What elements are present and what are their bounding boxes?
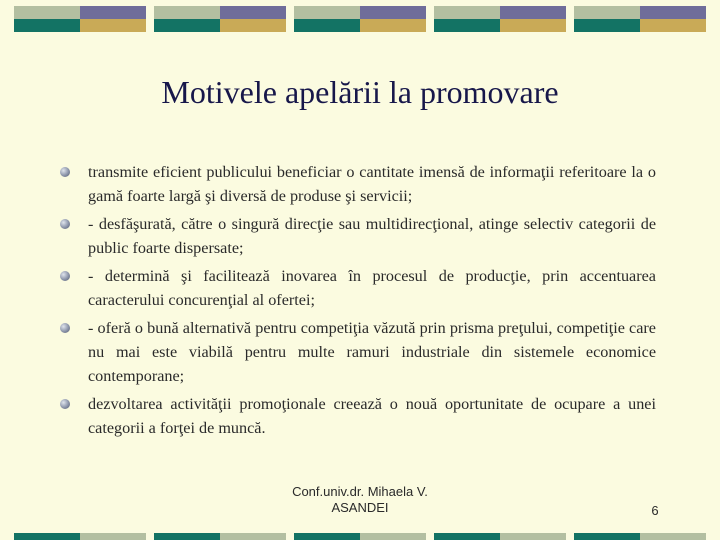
- bottom-decorative-band: [14, 533, 706, 540]
- bullet-item: [60, 392, 656, 440]
- band-block: [154, 6, 286, 32]
- band-block: [154, 533, 286, 540]
- band-block: [14, 533, 146, 540]
- bullet-text: - desfăşurată, către o singură direcţie sau multidirecţional, atinge selectiv categorii de public foarte dispersate;: [88, 215, 656, 257]
- slide-title: Motivele apelării la promovare: [161, 74, 559, 110]
- band-block: [14, 6, 146, 32]
- footer-author-line1: Conf.univ.dr. Mihaela V.: [292, 484, 428, 499]
- bullet-text: - determină şi facilitează inovarea în procesul de producţie, prin accentuarea caracterului concurenţial al ofertei;: [88, 267, 656, 309]
- bullet-text: dezvoltarea activităţii promoţionale creează o nouă oportunitate de ocupare a unei categorii a forţei de muncă.: [88, 395, 656, 437]
- bullet-icon: [60, 167, 70, 177]
- band-block: [574, 6, 706, 32]
- band-block: [434, 6, 566, 32]
- bullet-text: transmite eficient publicului beneficiar o cantitate imensă de informaţii referitoare la o gamă foarte largă şi diversă de produse şi servicii;: [88, 163, 656, 205]
- footer-author-line2: ASANDEI: [331, 500, 389, 515]
- page-number: 6: [651, 503, 659, 518]
- bullet-icon: [60, 399, 70, 409]
- top-decorative-band: [14, 6, 706, 32]
- band-block: [574, 533, 706, 540]
- band-block: [434, 533, 566, 540]
- bullet-icon: [60, 219, 70, 229]
- bullet-item: [60, 160, 656, 208]
- bullet-icon: [60, 271, 70, 281]
- bullet-item: [60, 316, 656, 388]
- bullet-list: [60, 160, 656, 444]
- band-block: [294, 6, 426, 32]
- band-block: [294, 533, 426, 540]
- bullet-text: - oferă o bună alternativă pentru competiţia văzută prin prisma preţului, competiţie care nu mai este viabilă pentru multe ramuri industriale din sistemele economice contemporane;: [88, 319, 656, 385]
- footer-author: [270, 484, 450, 516]
- bullet-item: [60, 212, 656, 260]
- bullet-item: [60, 264, 656, 312]
- bullet-icon: [60, 323, 70, 333]
